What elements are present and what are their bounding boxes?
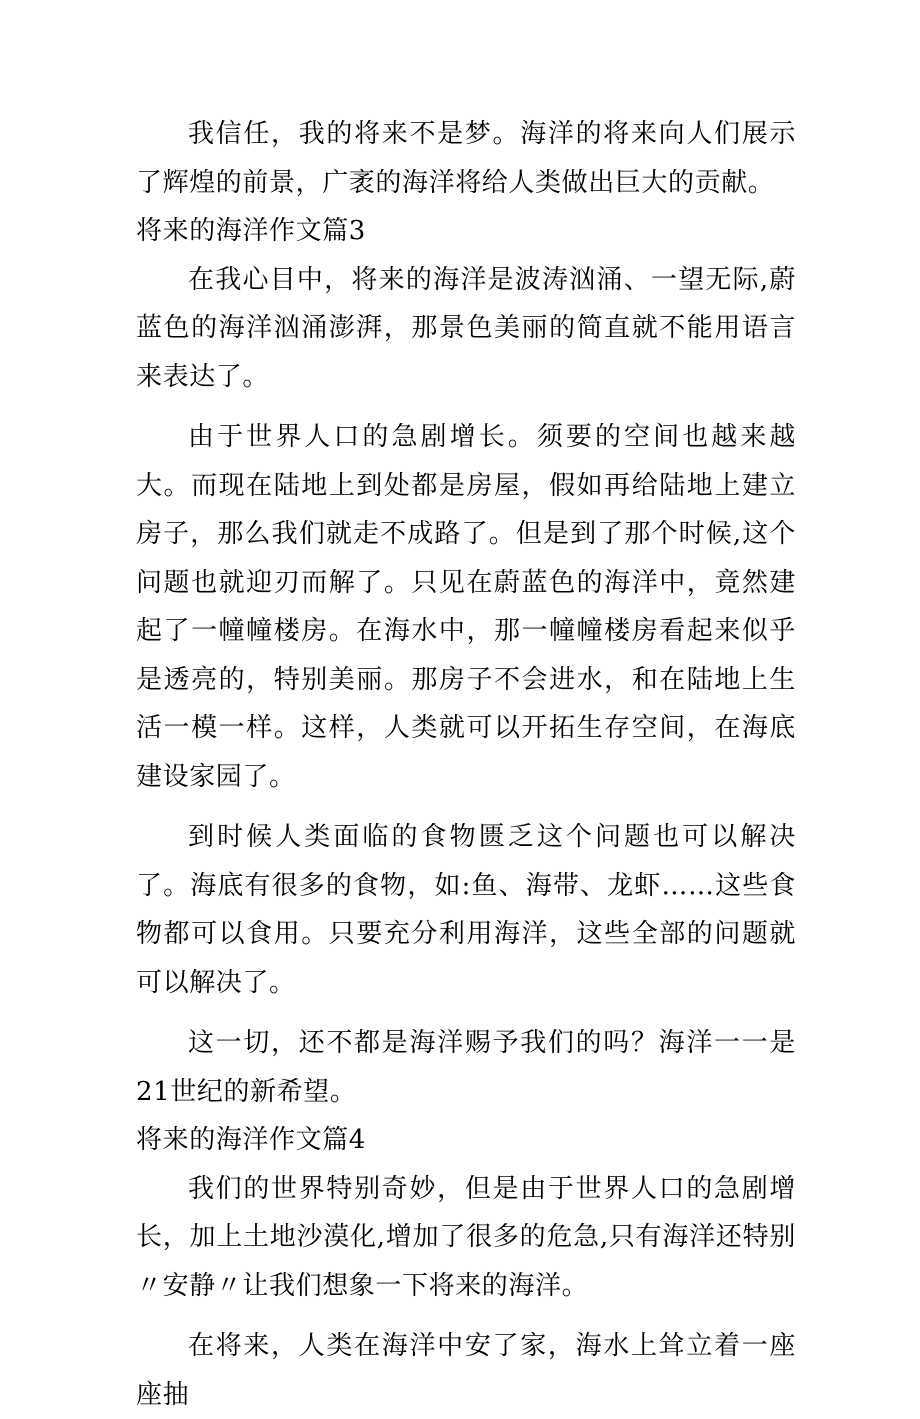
paragraph-essay-3-food: 到时候人类面临的食物匮乏这个问题也可以解决了。海底有很多的食物，如:鱼、海带、龙虾……这些食物都可以食用。只要充分利用海洋，这些全部的问题就可以解决了。 bbox=[136, 822, 796, 998]
document-body bbox=[136, 110, 796, 1419]
heading-essay-4: 将来的海洋作文篇4 bbox=[136, 1125, 366, 1155]
paragraph-essay-4-intro: 我们的世界特别奇妙，但是由于世界人口的急剧增长，加上土地沙漠化,增加了很多的危急,只有海洋还特别〃安静〃让我们想象一下将来的海洋。 bbox=[136, 1173, 796, 1301]
paragraph-conclusion-essay-2: 我信任，我的将来不是梦。海洋的将来向人们展示了辉煌的前景，广袤的海洋将给人类做出巨大的贡献。 bbox=[136, 119, 796, 198]
heading-essay-3: 将来的海洋作文篇3 bbox=[136, 216, 366, 246]
paragraph-essay-3-housing: 由于世界人口的急剧增长。须要的空间也越来越大。而现在陆地上到处都是房屋，假如再给陆地上建立房子，那么我们就走不成路了。但是到了那个时候,这个问题也就迎刃而解了。只见在蔚蓝色的海洋中，竟然建起了一幢幢楼房。在海水中，那一幢幢楼房看起来似乎是透亮的，特别美丽。那房子不会进水，和在陆地上生活一模一样。这样，人类就可以开拓生存空间，在海底建设家园了。 bbox=[136, 422, 796, 792]
paragraph-essay-3-conclusion: 这一切，还不都是海洋赐予我们的吗？海洋一一是21世纪的新希望。 bbox=[136, 1028, 796, 1107]
paragraph-essay-3-intro: 在我心目中，将来的海洋是波涛汹涌、一望无际,蔚蓝色的海洋汹涌澎湃，那景色美丽的简直就不能用语言来表达了。 bbox=[136, 264, 796, 392]
paragraph-essay-4-second: 在将来，人类在海洋中安了家，海水上耸立着一座座抽 bbox=[136, 1331, 796, 1410]
